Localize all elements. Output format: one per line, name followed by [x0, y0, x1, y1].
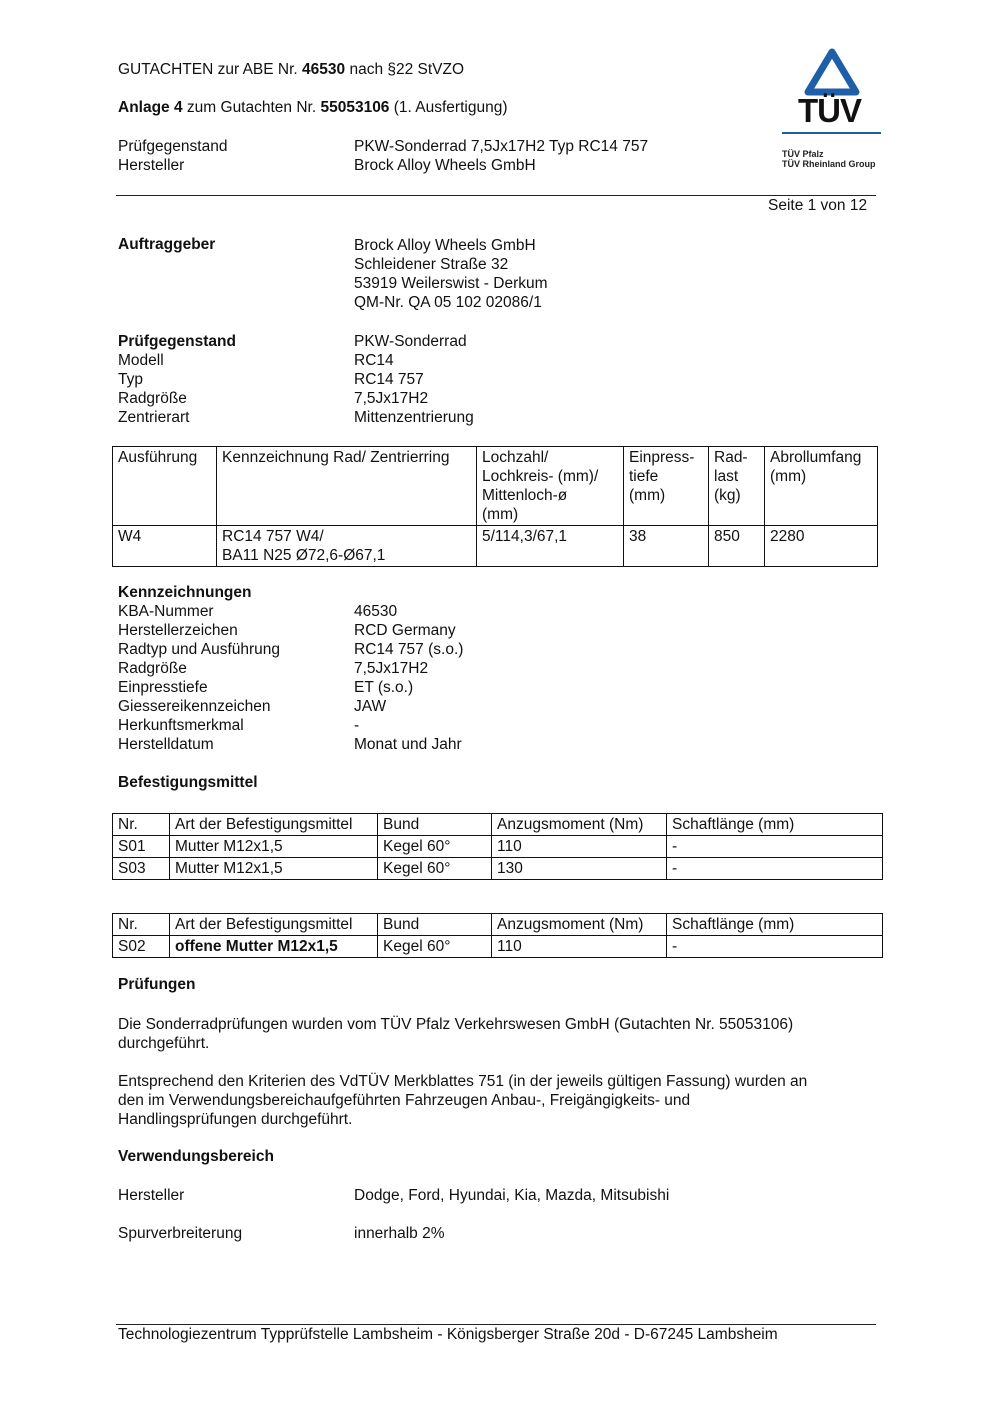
- verwendungsbereich-hersteller-label: Hersteller: [118, 1187, 185, 1204]
- col-ausfuehrung: Ausführung: [113, 447, 217, 526]
- pruefungen-paragraph-2: Entsprechend den Kriterien des VdTÜV Merkblattes 751 (in der jeweils gültigen Fassung) wurden an den im Verwendungsbereichaufgeführten Fahrzeugen Anbau-, Freigängigkeits- und Handlingsprüfungen durchgeführt.: [118, 1073, 808, 1128]
- table-row: S02 offene Mutter M12x1,5 Kegel 60° 110 -: [113, 936, 883, 958]
- auftraggeber-label: Auftraggeber: [118, 236, 216, 253]
- col-abrollumfang: Abrollumfang (mm): [765, 447, 878, 526]
- pruefgegenstand-values: PKW-Sonderrad RC14 RC14 757 7,5Jx17H2 Mittenzentrierung: [354, 333, 474, 426]
- pruefungen-title: Prüfungen: [118, 976, 196, 993]
- auftraggeber-address: Brock Alloy Wheels GmbH Schleidener Straße 32 53919 Weilerswist - Derkum QM-Nr. QA 05 102 02086/1: [354, 237, 548, 311]
- befestigungsmittel-title: Befestigungsmittel: [118, 774, 258, 791]
- verwendungsbereich-hersteller-value: Dodge, Ford, Hyundai, Kia, Mazda, Mitsubishi: [354, 1187, 670, 1204]
- tuev-logo: [782, 48, 882, 173]
- spurverbreiterung-value: innerhalb 2%: [354, 1225, 445, 1242]
- table-header-row: Nr. Art der Befestigungsmittel Bund Anzugsmoment (Nm) Schaftlänge (mm): [113, 914, 883, 936]
- annex-title: Anlage 4 zum Gutachten Nr. 55053106 (1. Ausfertigung): [118, 99, 508, 116]
- befestigungsmittel-table-1: [112, 813, 883, 880]
- footer-divider: [116, 1324, 876, 1325]
- logo-text: TÜV: [798, 92, 861, 129]
- col-radlast: Rad- last (kg): [709, 447, 765, 526]
- logo-sub1: TÜV Pfalz: [782, 149, 824, 159]
- table-row: S03 Mutter M12x1,5 Kegel 60° 130 -: [113, 858, 883, 880]
- col-einpresstiefe: Einpress- tiefe (mm): [624, 447, 709, 526]
- kennzeichnungen-values: 46530 RCD Germany RC14 757 (s.o.) 7,5Jx17H2 ET (s.o.) JAW - Monat und Jahr: [354, 603, 464, 753]
- befestigungsmittel-table-2: [112, 913, 883, 958]
- wheel-table: [112, 446, 878, 567]
- kennzeichnungen-labels: Kennzeichnungen KBA-Nummer Herstellerzeichen Radtyp und Ausführung Radgröße Einpresstiefe Giessereikennzeichen Herkunftsmerkmal Herstelldatum: [118, 584, 281, 753]
- header-divider: [116, 195, 876, 196]
- header-pruefgegenstand-label: Prüfgegenstand: [118, 138, 228, 155]
- kennzeichnungen-title: Kennzeichnungen: [118, 584, 252, 601]
- pruefungen-paragraph-1: Die Sonderradprüfungen wurden vom TÜV Pfalz Verkehrswesen GmbH (Gutachten Nr. 55053106) durchgeführt.: [118, 1016, 794, 1052]
- footer-address: Technologiezentrum Typprüfstelle Lambsheim - Königsberger Straße 20d - D-67245 Lambsheim: [118, 1326, 778, 1343]
- report-title: GUTACHTEN zur ABE Nr. 46530 nach §22 StVZO: [118, 61, 465, 78]
- table-row: S01 Mutter M12x1,5 Kegel 60° 110 -: [113, 836, 883, 858]
- pruefgegenstand-labels: Prüfgegenstand Modell Typ Radgröße Zentrierart: [118, 333, 236, 426]
- wheel-table-header: [113, 447, 878, 526]
- table-header-row: Nr. Art der Befestigungsmittel Bund Anzugsmoment (Nm) Schaftlänge (mm): [113, 814, 883, 836]
- col-lochzahl: Lochzahl/ Lochkreis- (mm)/ Mittenloch-ø (mm): [477, 447, 624, 526]
- verwendungsbereich-title: Verwendungsbereich: [118, 1148, 274, 1165]
- header-hersteller-value: Brock Alloy Wheels GmbH: [354, 157, 536, 174]
- table-row: W4 RC14 757 W4/ BA11 N25 Ø72,6-Ø67,1 5/114,3/67,1 38 850 2280: [113, 526, 878, 567]
- col-kennzeichnung: Kennzeichnung Rad/ Zentrierring: [217, 447, 477, 526]
- header-hersteller-label: Hersteller: [118, 157, 185, 174]
- header-pruefgegenstand-value: PKW-Sonderrad 7,5Jx17H2 Typ RC14 757: [354, 138, 649, 155]
- spurverbreiterung-label: Spurverbreiterung: [118, 1225, 243, 1242]
- page-number: Seite 1 von 12: [768, 197, 868, 214]
- logo-sub2: TÜV Rheinland Group: [782, 159, 876, 169]
